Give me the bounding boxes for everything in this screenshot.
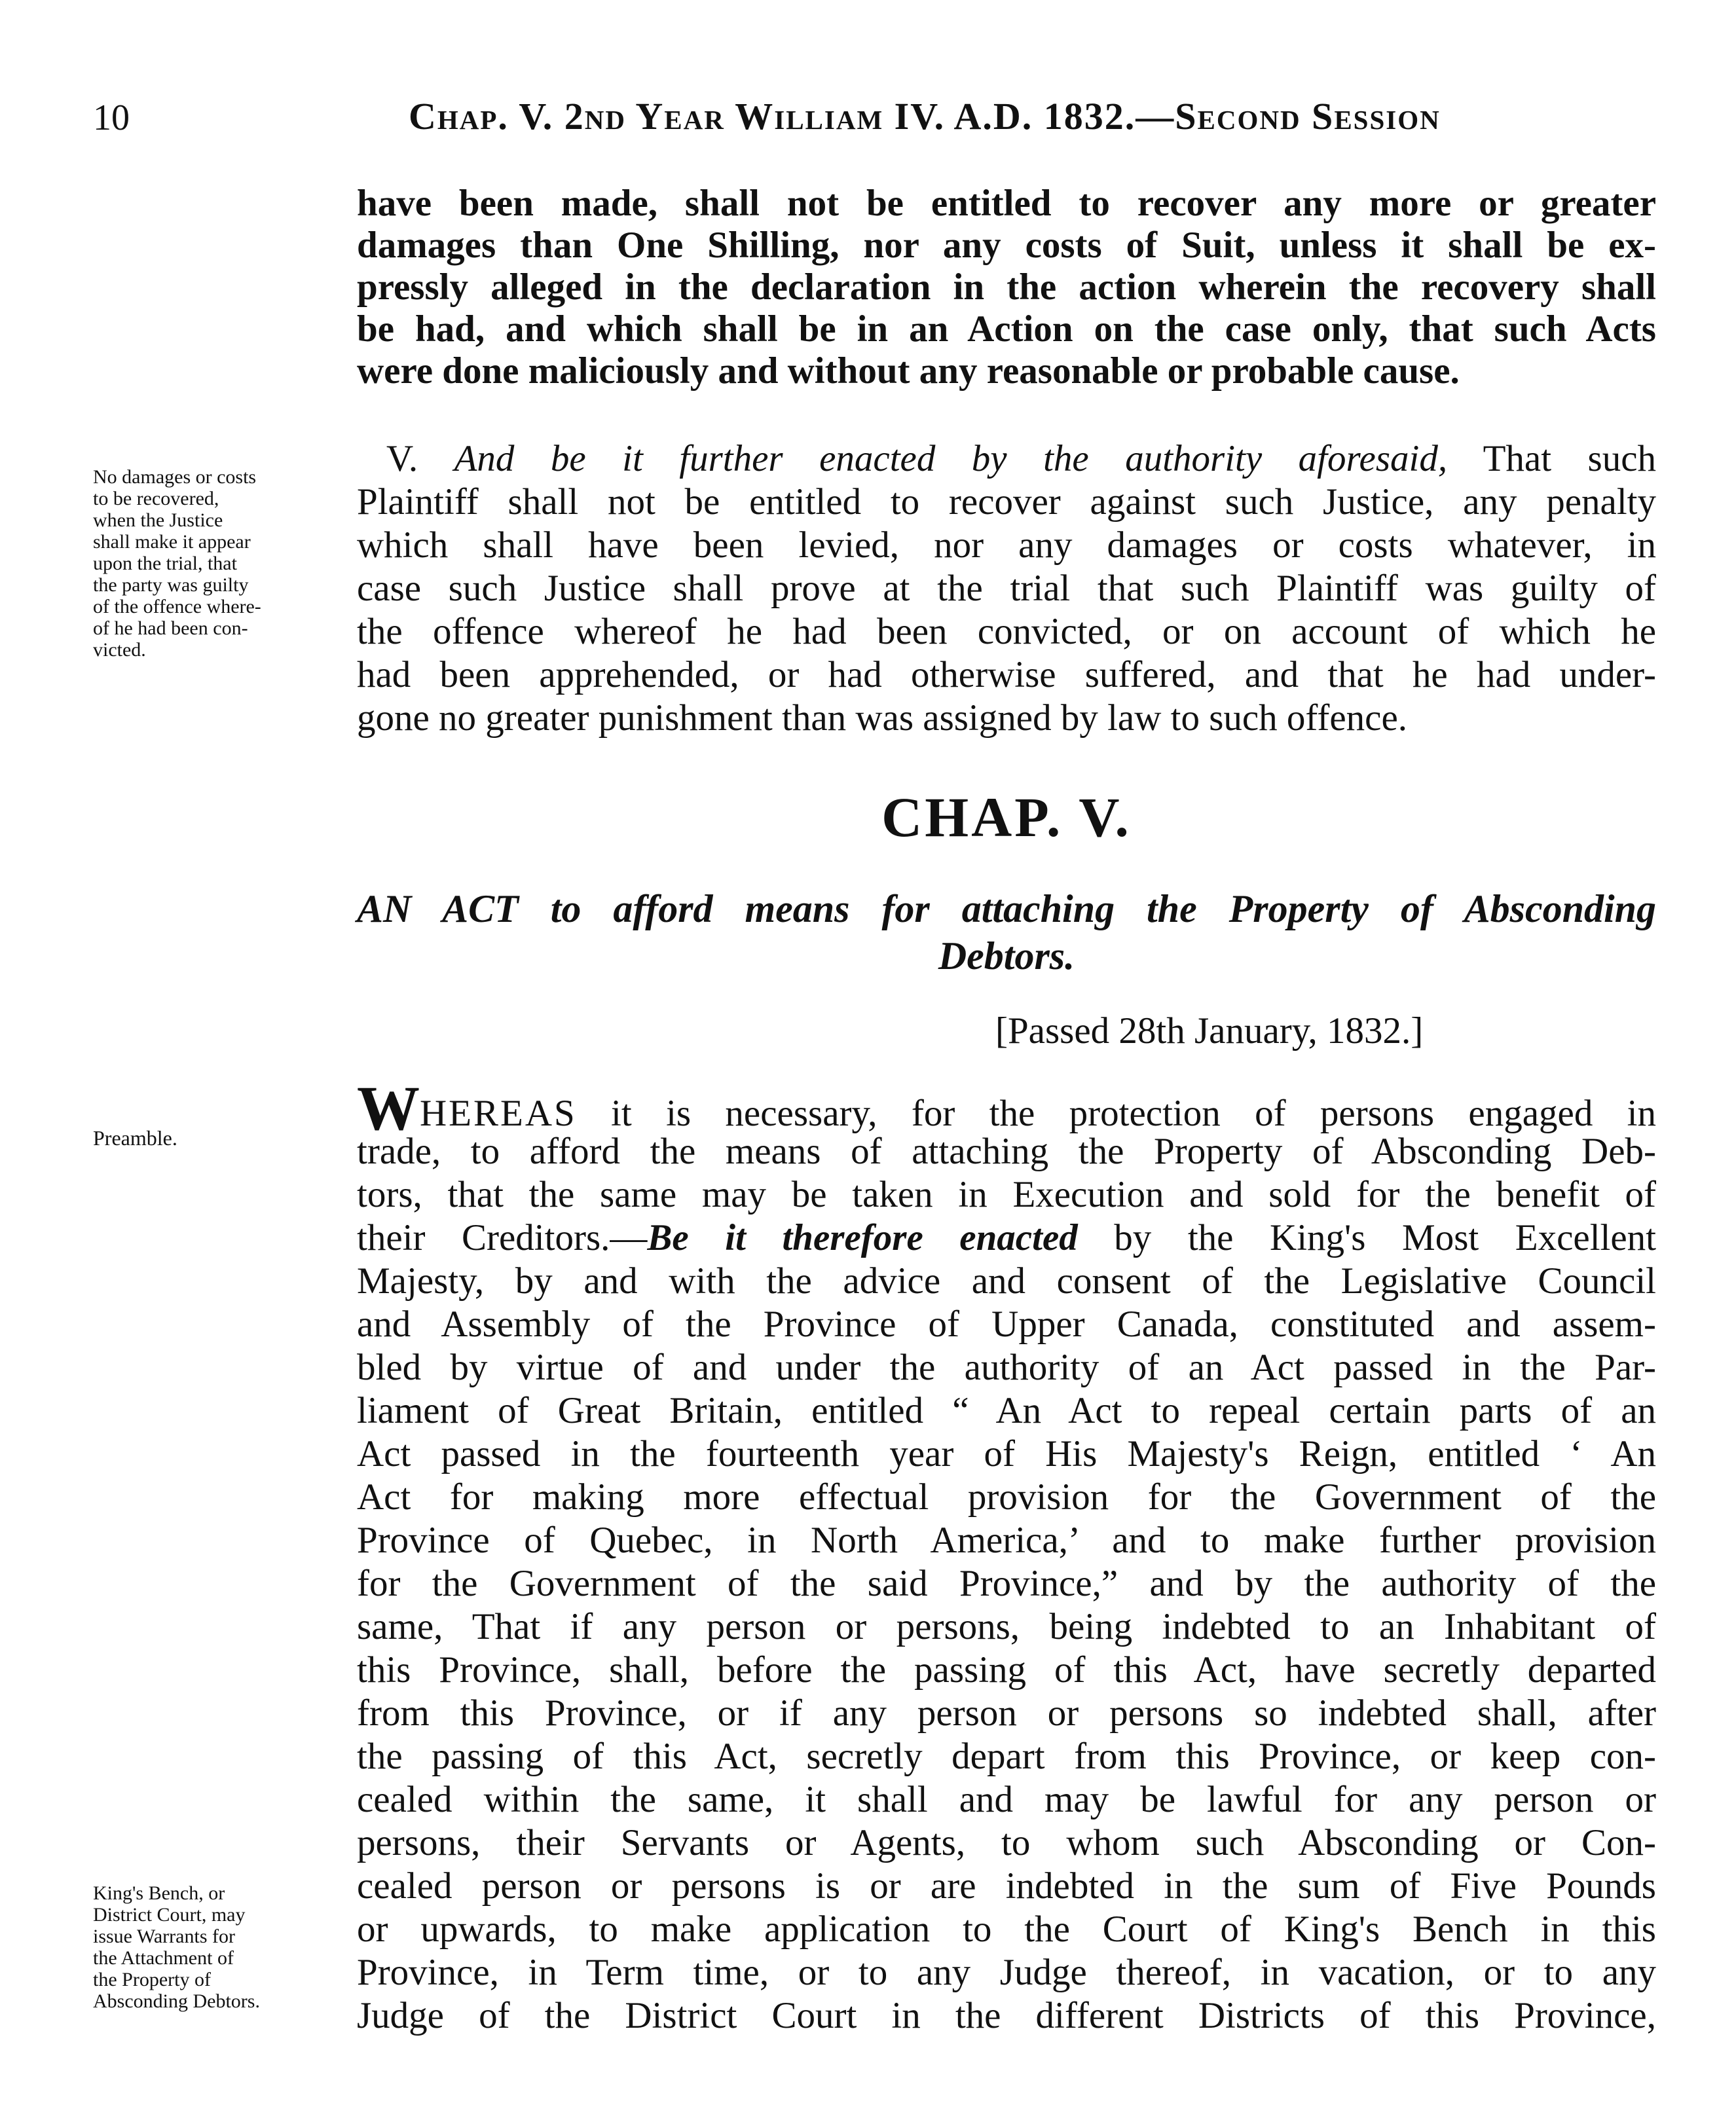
margin-note-line: District Court, may — [93, 1904, 246, 1926]
margin-note-line: of he had been con- — [93, 617, 248, 639]
margin-note-line: victed. — [93, 639, 146, 661]
preamble-line: Act passed in the fourteenth year of His Majesty's Reign, entitled ‘ An — [357, 1433, 1656, 1474]
preamble-first-line-rest: it is necessary, for the protection of persons engaged in — [611, 1093, 1657, 1134]
margin-note-no-damages — [93, 466, 350, 661]
page-number: 10 — [93, 98, 130, 138]
preamble-line: Majesty, by and with the advice and consent of the Legislative Council — [357, 1260, 1656, 1302]
continuation-line: have been made, shall not be entitled to recover any more or greater — [357, 183, 1656, 224]
margin-note-line: No damages or costs — [93, 466, 257, 488]
preamble-line: Judge of the District Court in the different Districts of this Province, — [357, 1995, 1656, 2036]
margin-note-line: of the offence where- — [93, 596, 261, 617]
margin-note-line: when the Justice — [93, 509, 223, 531]
passed-date: [Passed 28th January, 1832.] — [995, 1010, 1424, 1052]
margin-note-line: Absconding Debtors. — [93, 1990, 260, 2012]
act-title-line-2: Debtors. — [938, 934, 1075, 978]
preamble-line: tors, that the same may be taken in Execution and sold for the benefit of — [357, 1174, 1656, 1215]
enacting-formula: Be it therefore enacted — [647, 1217, 1078, 1258]
section-number: V. — [386, 438, 418, 479]
preamble-line: liament of Great Britain, entitled “ An Act to repeal certain parts of an — [357, 1390, 1656, 1431]
running-head-title: Chap. V. 2nd Year William IV. A.D. 1832.— — [409, 95, 1175, 137]
margin-note-line: shall make it appear — [93, 531, 251, 553]
preamble-line: cealed person or persons is or are indebted in the sum of Five Pounds — [357, 1865, 1656, 1907]
enacting-clause: And be it further enacted by the authority aforesaid, — [454, 438, 1448, 479]
section-v-line: case such Justice shall prove at the trial that such Plaintiff was guilty of — [357, 568, 1656, 609]
preamble-line: Act for making more effectual provision for the Government of the — [357, 1476, 1656, 1518]
running-head — [409, 96, 1441, 137]
act-title-line-1: AN ACT to afford means for attaching the Property of Absconding — [357, 887, 1656, 930]
margin-note-line: King's Bench, or — [93, 1882, 225, 1904]
chapter-heading: CHAP. V. — [881, 786, 1132, 849]
margin-note-kings-bench — [93, 1882, 350, 2012]
continuation-line: be had, and which shall be in an Action on the case only, that such Acts — [357, 308, 1656, 350]
continuation-line: damages than One Shilling, nor any costs of Suit, unless it shall be ex- — [357, 225, 1656, 266]
drop-cap: W — [357, 1073, 420, 1143]
running-head-session: Second Session — [1175, 95, 1441, 137]
margin-note-line: to be recovered, — [93, 488, 219, 509]
enacting-start: their Creditors.— — [357, 1217, 648, 1258]
preamble-line: persons, their Servants or Agents, to whom such Absconding or Con- — [357, 1822, 1656, 1863]
preamble-line: this Province, shall, before the passing of this Act, have secretly departed — [357, 1649, 1656, 1691]
preamble-first-line — [357, 1073, 1657, 1143]
section-v-line: Plaintiff shall not be entitled to recover against such Justice, any penalty — [357, 481, 1656, 522]
continuation-line: were done maliciously and without any reasonable or probable cause. — [357, 350, 1460, 392]
margin-note-line: the Property of — [93, 1969, 211, 1990]
section-v-first-line-rest: That such — [1483, 438, 1657, 479]
preamble-line: or upwards, to make application to the Court of King's Bench in this — [357, 1909, 1656, 1950]
margin-note-line: the Attachment of — [93, 1947, 234, 1969]
margin-note-line: upon the trial, that — [93, 553, 237, 574]
whereas-rest: HEREAS — [420, 1093, 577, 1134]
preamble-line: the passing of this Act, secretly depart from this Province, or keep con- — [357, 1736, 1656, 1777]
section-v-line: the offence whereof he had been convicted, or on account of which he — [357, 611, 1656, 652]
preamble-line: and Assembly of the Province of Upper Canada, constituted and assem- — [357, 1304, 1656, 1345]
preamble-line-enacting — [357, 1216, 1656, 1260]
margin-note-line: the party was guilty — [93, 574, 249, 596]
preamble-line: trade, to afford the means of attaching the Property of Absconding Deb- — [357, 1131, 1656, 1172]
preamble-line: Province, in Term time, or to any Judge thereof, in vacation, or to any — [357, 1952, 1656, 1993]
continuation-line: pressly alleged in the declaration in the action wherein the recovery shall — [357, 266, 1656, 308]
section-v-line: which shall have been levied, nor any damages or costs whatever, in — [357, 524, 1656, 566]
section-v-line: had been apprehended, or had otherwise suffered, and that he had under- — [357, 654, 1656, 695]
enacting-end: by the King's Most Excellent — [1114, 1217, 1656, 1258]
preamble-line: from this Province, or if any person or persons so indebted shall, after — [357, 1692, 1656, 1734]
margin-note-line: issue Warrants for — [93, 1926, 235, 1947]
preamble-line: same, That if any person or persons, being indebted to an Inhabitant of — [357, 1606, 1656, 1647]
preamble-line: cealed within the same, it shall and may be lawful for any person or — [357, 1779, 1656, 1820]
margin-note-preamble: Preamble. — [93, 1126, 177, 1150]
preamble-line: for the Government of the said Province,” and by the authority of the — [357, 1563, 1656, 1604]
preamble-line: Province of Quebec, in North America,’ and to make further provision — [357, 1520, 1656, 1561]
section-v-first-line — [386, 437, 1656, 481]
preamble-line: bled by virtue of and under the authority of an Act passed in the Par- — [357, 1347, 1656, 1388]
section-v-line: gone no greater punishment than was assigned by law to such offence. — [357, 697, 1408, 739]
